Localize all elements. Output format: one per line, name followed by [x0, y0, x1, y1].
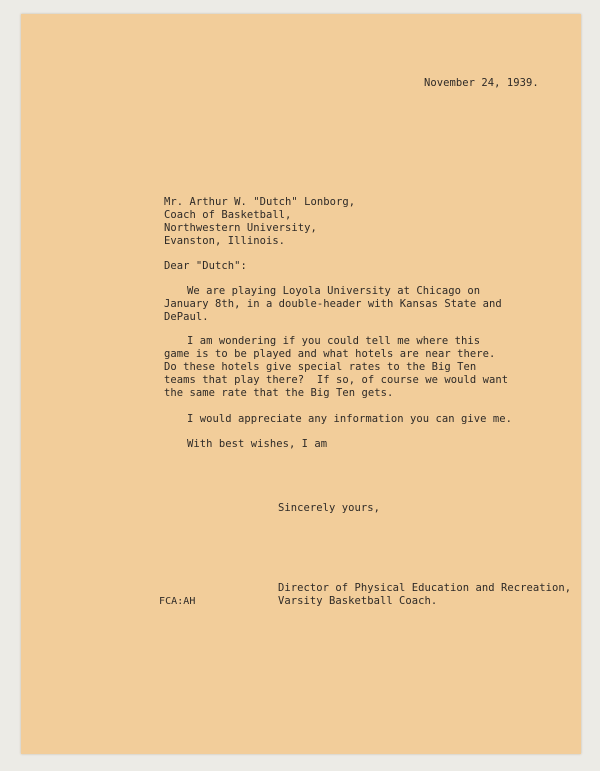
signature-title-line-2: Varsity Basketball Coach.: [278, 595, 438, 607]
paragraph-3-line-1: I would appreciate any information you can give me.: [187, 413, 512, 425]
paragraph-2-line-4: teams that play there? If so, of course we would want: [164, 374, 509, 386]
recipient-line-title: Coach of Basketball,: [164, 209, 292, 221]
paragraph-4-line-1: With best wishes, I am: [187, 438, 328, 450]
paragraph-2-line-1: I am wondering if you could tell me where this: [187, 335, 481, 347]
letter-page: [21, 14, 581, 754]
closing: Sincerely yours,: [278, 502, 380, 514]
paragraph-2-line-5: the same rate that the Big Ten gets.: [164, 387, 394, 399]
paragraph-1-line-2: January 8th, in a double-header with Kansas State and: [164, 298, 502, 310]
recipient-line-name: Mr. Arthur W. "Dutch" Lonborg,: [164, 196, 356, 208]
signature-title-line-1: Director of Physical Education and Recreation,: [278, 582, 572, 594]
recipient-line-city: Evanston, Illinois.: [164, 235, 286, 247]
paragraph-1-line-3: DePaul.: [164, 311, 209, 323]
paragraph-2-line-2: game is to be played and what hotels are near there.: [164, 348, 496, 360]
letter-date: November 24, 1939.: [424, 77, 539, 89]
recipient-line-institution: Northwestern University,: [164, 222, 317, 234]
salutation: Dear "Dutch":: [164, 260, 247, 272]
paragraph-2-line-3: Do these hotels give special rates to the Big Ten: [164, 361, 477, 373]
typist-initials: FCA:AH: [159, 596, 196, 607]
paragraph-1-line-1: We are playing Loyola University at Chicago on: [187, 285, 481, 297]
